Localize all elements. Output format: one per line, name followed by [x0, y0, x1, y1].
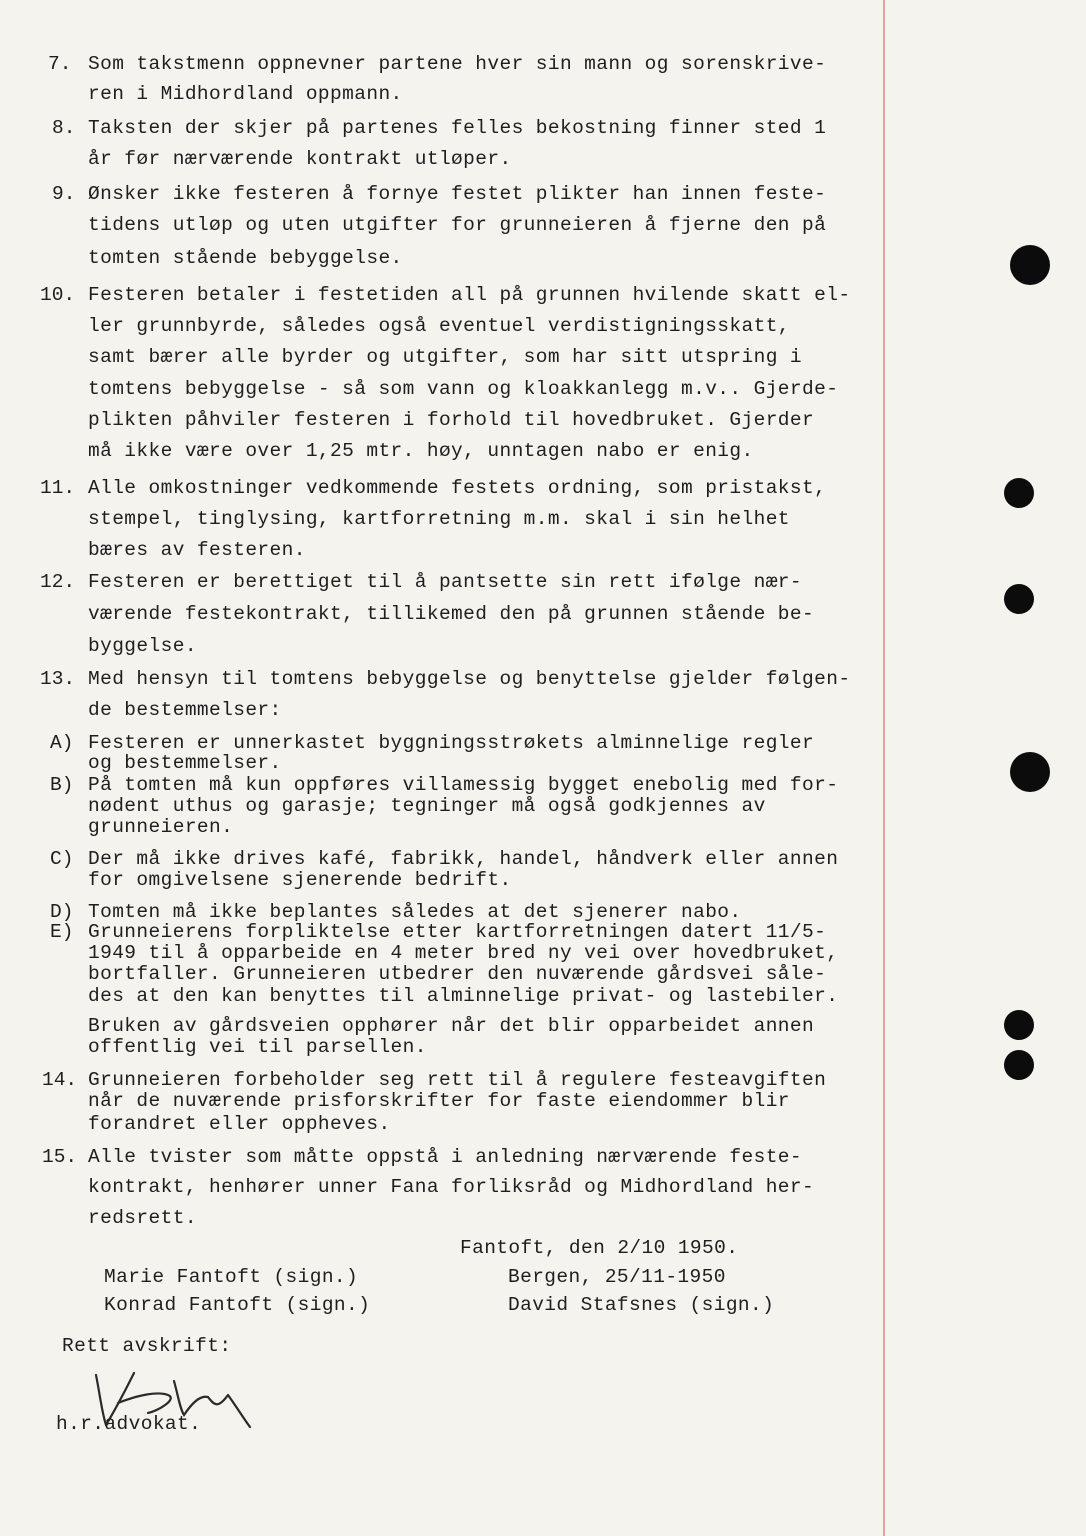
subclause-line: Festeren er unnerkastet byggningsstrøkets alminnelige regler: [88, 732, 815, 754]
clause-number: 12.: [40, 571, 76, 593]
place-date-bergen: Bergen, 25/11-1950: [508, 1266, 726, 1288]
clause-line: tidens utløp og uten utgifter for grunneieren å fjerne den på: [88, 214, 827, 236]
subclause-line: På tomten må kun oppføres villamessig bygget enebolig med for-: [88, 774, 839, 796]
clause-line: tomten stående bebyggelse.: [88, 247, 403, 269]
subclause-line: Tomten må ikke beplantes således at det sjenerer nabo.: [88, 901, 742, 923]
subclause-line: offentlig vei til parsellen.: [88, 1036, 427, 1058]
certification-label: Rett avskrift:: [62, 1335, 232, 1357]
place-date-fantoft: Fantoft, den 2/10 1950.: [460, 1237, 739, 1259]
subclause-letter: B): [50, 774, 74, 796]
clause-line: redsrett.: [88, 1207, 197, 1229]
clause-line: forandret eller oppheves.: [88, 1113, 391, 1135]
subclause-line: 1949 til å opparbeide en 4 meter bred ny vei over hovedbruket,: [88, 942, 839, 964]
subclause-line: bortfaller. Grunneieren utbedrer den nuværende gårdsvei såle-: [88, 963, 827, 985]
clause-line: samt bærer alle byrder og utgifter, som har sitt utspring i: [88, 346, 803, 368]
subclause-letter: E): [50, 921, 74, 943]
clause-number: 9.: [52, 183, 76, 205]
subclause-letter: D): [50, 901, 74, 923]
punch-hole: [1004, 584, 1034, 614]
subclause-line: og bestemmelser.: [88, 752, 282, 774]
clause-line: må ikke være over 1,25 mtr. høy, unntagen nabo er enig.: [88, 440, 754, 462]
clause-line: de bestemmelser:: [88, 699, 282, 721]
clause-line: Taksten der skjer på partenes felles bekostning finner sted 1: [88, 117, 827, 139]
subclause-line: des at den kan benyttes til alminnelige privat- og lastebiler.: [88, 985, 839, 1007]
clause-line: Alle tvister som måtte oppstå i anledning nærværende feste-: [88, 1146, 803, 1168]
clause-line: Ønsker ikke festeren å fornye festet plikter han innen feste-: [88, 183, 827, 205]
signer-david-stafsnes: David Stafsnes (sign.): [508, 1294, 775, 1316]
clause-line: Grunneieren forbeholder seg rett til å regulere festeavgiften: [88, 1069, 827, 1091]
margin-rule: [883, 0, 885, 1536]
clause-line: når de nuværende prisforskrifter for faste eiendommer blir: [88, 1090, 790, 1112]
clause-line: tomtens bebyggelse - så som vann og kloakkanlegg m.v.. Gjerde-: [88, 378, 839, 400]
punch-hole: [1004, 1050, 1034, 1080]
clause-number: 14.: [42, 1069, 78, 1091]
clause-line: ler grunnbyrde, således også eventuel verdistigningsskatt,: [88, 315, 790, 337]
signer-konrad-fantoft: Konrad Fantoft (sign.): [104, 1294, 371, 1316]
clause-number: 15.: [42, 1146, 78, 1168]
punch-hole: [1004, 478, 1034, 508]
clause-line: stempel, tinglysing, kartforretning m.m. skal i sin helhet: [88, 508, 790, 530]
subclause-line: grunneieren.: [88, 816, 234, 838]
clause-line: Festeren betaler i festetiden all på grunnen hvilende skatt el-: [88, 284, 851, 306]
subclause-letter: C): [50, 848, 74, 870]
subclause-line: Grunneierens forpliktelse etter kartforretningen datert 11/5-: [88, 921, 827, 943]
clause-line: år før nærværende kontrakt utløper.: [88, 148, 512, 170]
clause-line: Som takstmenn oppnevner partene hver sin mann og sorenskrive-: [88, 53, 827, 75]
punch-hole: [1010, 752, 1050, 792]
clause-line: plikten påhviler festeren i forhold til hovedbruket. Gjerder: [88, 409, 815, 431]
clause-line: ren i Midhordland oppmann.: [88, 83, 403, 105]
subclause-line: Der må ikke drives kafé, fabrikk, handel, håndverk eller annen: [88, 848, 839, 870]
clause-line: byggelse.: [88, 635, 197, 657]
clause-number: 8.: [52, 117, 76, 139]
subclause-letter: A): [50, 732, 74, 754]
punch-hole: [1010, 245, 1050, 285]
clause-line: Med hensyn til tomtens bebyggelse og benyttelse gjelder følgen-: [88, 668, 851, 690]
punch-hole: [1004, 1010, 1034, 1040]
clause-number: 13.: [40, 668, 76, 690]
signer-marie-fantoft: Marie Fantoft (sign.): [104, 1266, 359, 1288]
clause-line: værende festekontrakt, tillikemed den på grunnen stående be-: [88, 603, 815, 625]
clause-number: 7.: [48, 53, 72, 75]
subclause-line: for omgivelsene sjenerende bedrift.: [88, 869, 512, 891]
clause-line: Alle omkostninger vedkommende festets ordning, som pristakst,: [88, 477, 827, 499]
clause-number: 11.: [40, 477, 76, 499]
clause-number: 10.: [40, 284, 76, 306]
subclause-line: nødent uthus og garasje; tegninger må også godkjennes av: [88, 795, 766, 817]
subclause-line: Bruken av gårdsveien opphører når det blir opparbeidet annen: [88, 1015, 815, 1037]
clause-line: Festeren er berettiget til å pantsette sin rett ifølge nær-: [88, 571, 803, 593]
title-hr-advokat: h.r.advokat.: [56, 1413, 202, 1435]
clause-line: kontrakt, henhører unner Fana forliksråd og Midhordland her-: [88, 1176, 815, 1198]
clause-line: bæres av festeren.: [88, 539, 306, 561]
